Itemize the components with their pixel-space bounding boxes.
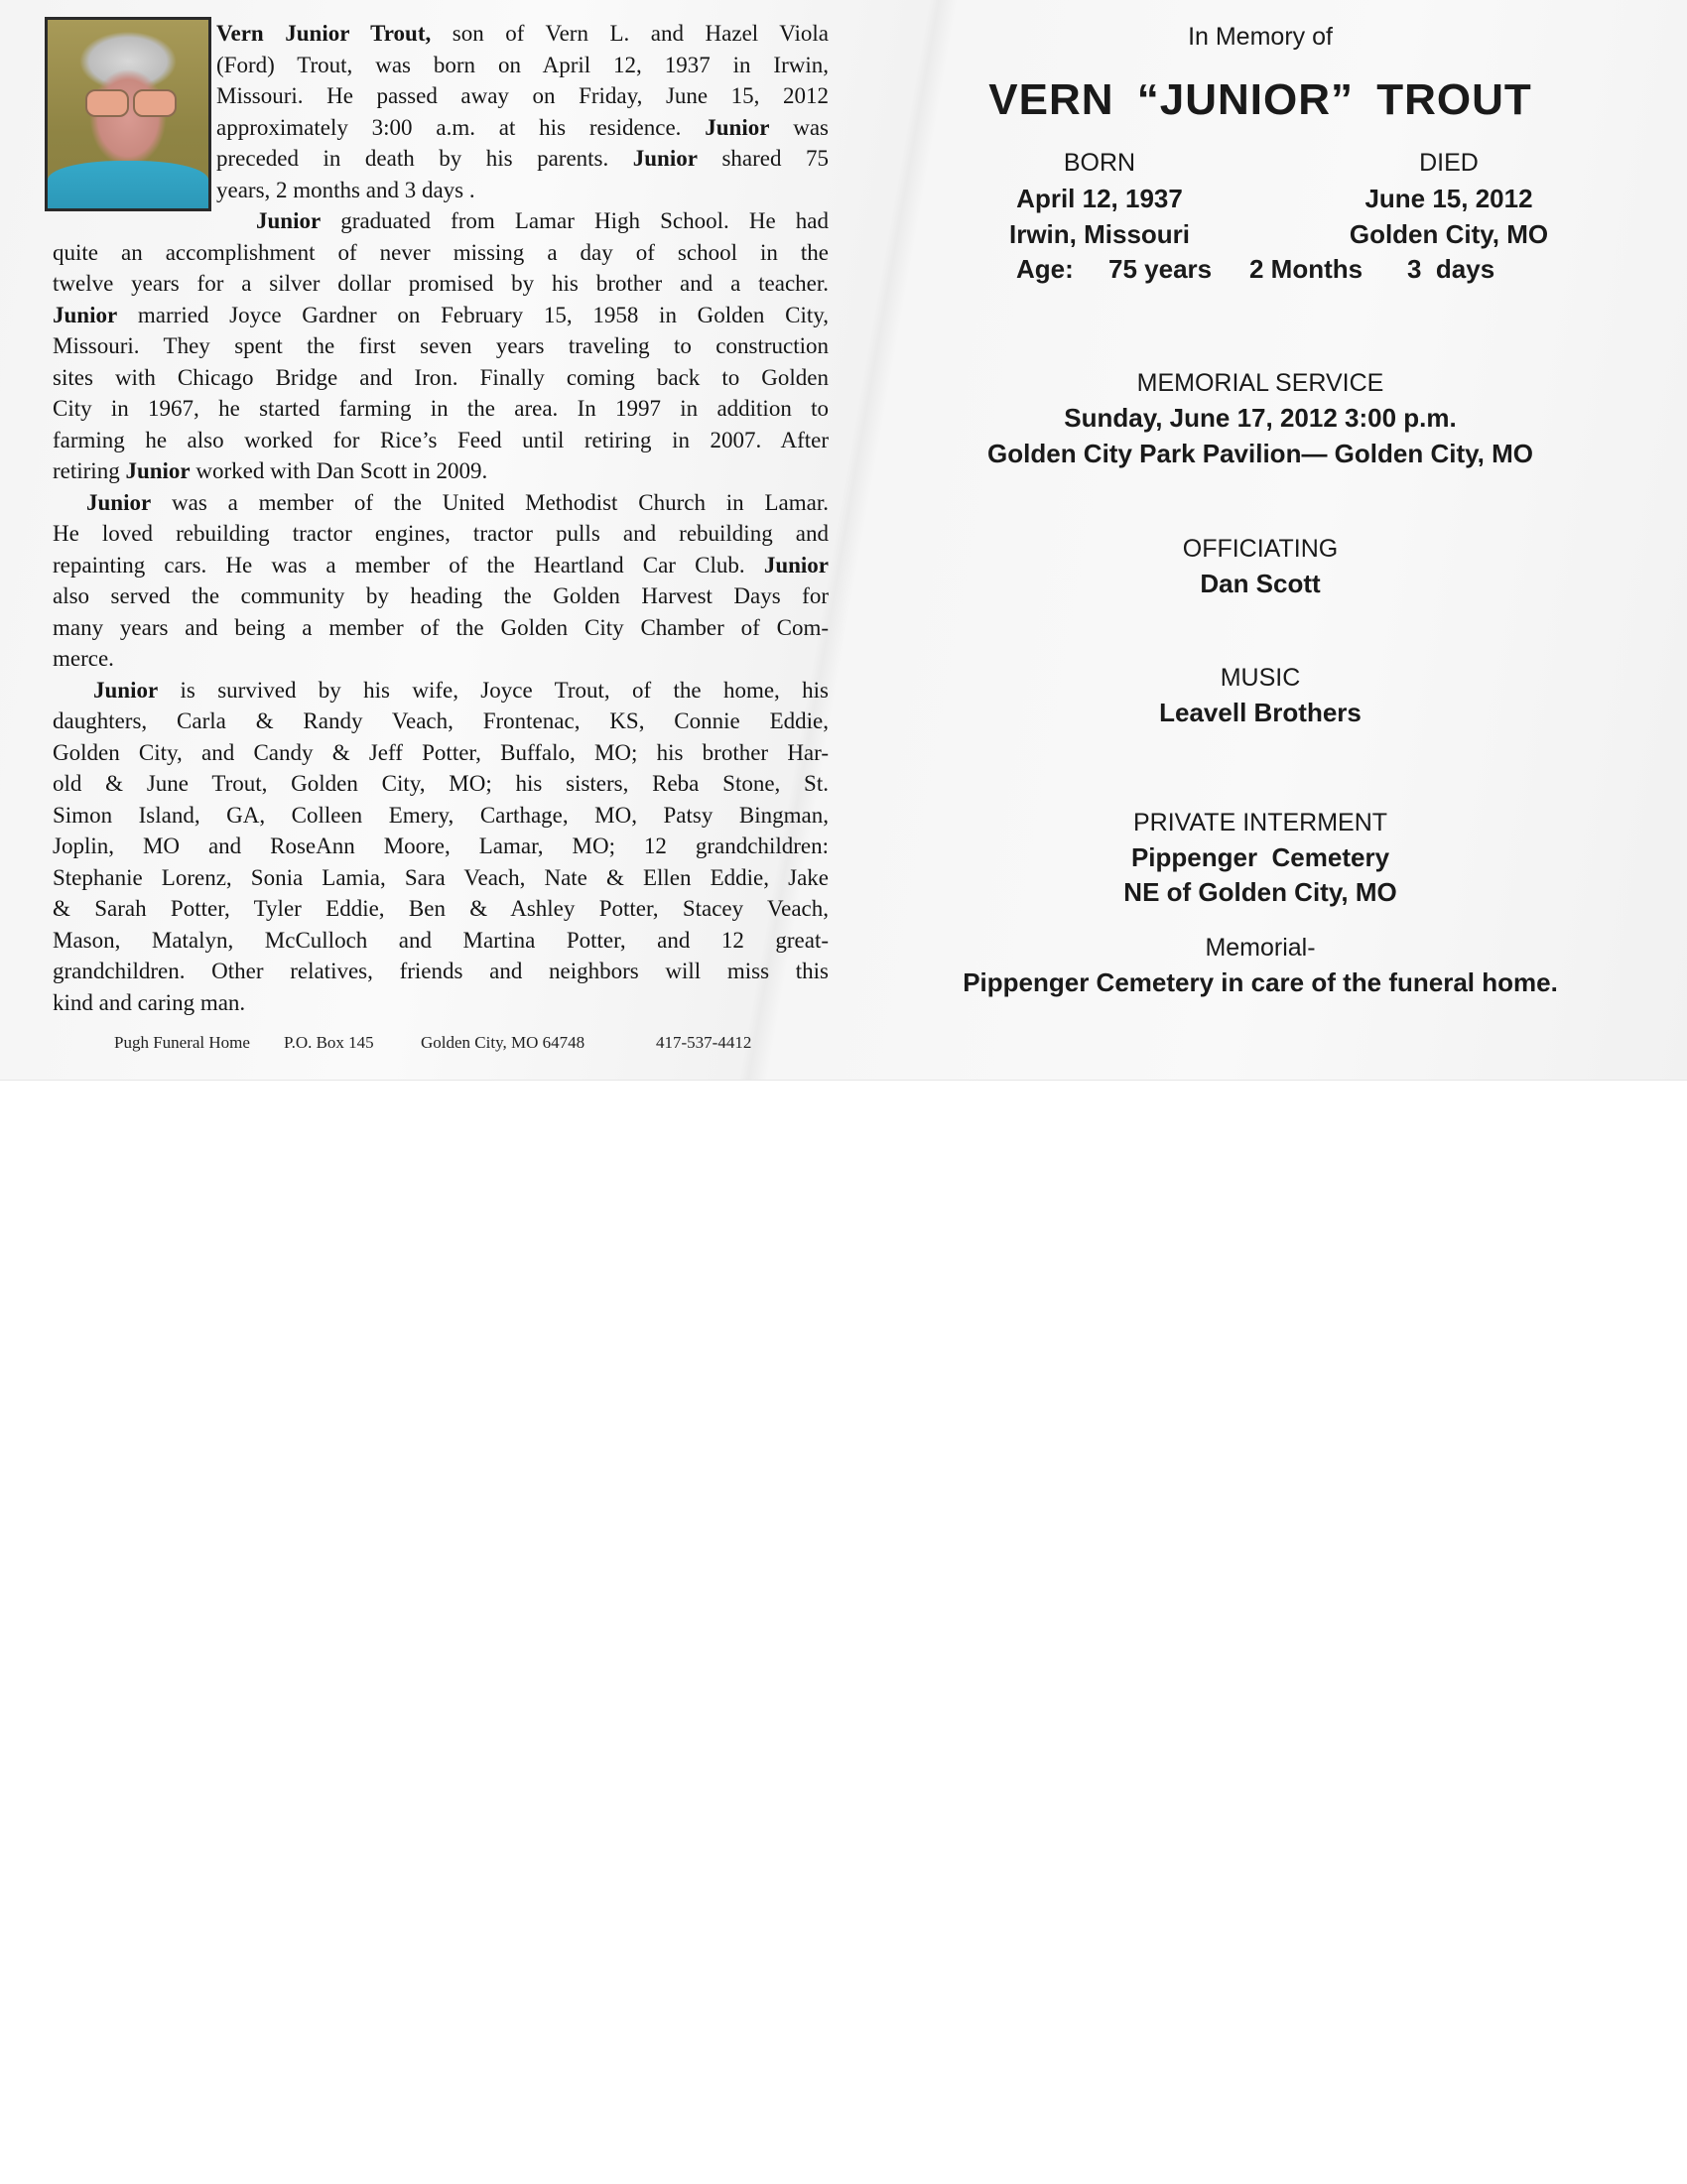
obituary-line: kind and caring man. xyxy=(53,989,246,1015)
bold-name: Junior xyxy=(632,146,698,171)
obituary-line: repainting cars. He was a member of the Heartland Car Club. Junior xyxy=(53,552,829,578)
obituary-line: Junior graduated from Lamar High School. He had xyxy=(256,208,829,233)
obituary-line: Junior was a member of the United Methodist Church in Lamar. xyxy=(86,489,829,515)
bold-name: Junior xyxy=(705,114,770,140)
obituary-line: twelve years for a silver dollar promised by his brother and a teacher. xyxy=(53,271,829,296)
obituary-line: Junior is survived by his wife, Joyce Trout, of the home, his xyxy=(93,677,829,703)
obituary-line: (Ford) Trout, was born on April 12, 1937 in Irwin, xyxy=(216,52,829,77)
deceased-name: VERN “JUNIOR” TROUT xyxy=(988,75,1532,124)
obituary-line: approximately 3:00 a.m. at his residence. Junior was xyxy=(216,114,830,140)
footer-phone: 417-537-4412 xyxy=(656,1033,752,1052)
obituary-line: retiring Junior worked with Dan Scott in 2009. xyxy=(53,458,488,483)
memorial-text: Pippenger Cemetery in care of the funeral home. xyxy=(963,967,1558,997)
footer-po-box: P.O. Box 145 xyxy=(284,1033,374,1052)
obituary-line: also served the community by heading the Golden Harvest Days for xyxy=(53,583,829,608)
born-date: April 12, 1937 xyxy=(1016,184,1183,213)
obituary-line: quite an accomplishment of never missing a day of school in the xyxy=(53,239,829,265)
died-date: June 15, 2012 xyxy=(1364,184,1533,213)
age-months: 2 Months xyxy=(1249,254,1363,284)
obituary-line: Missouri. They spent the first seven years traveling to construction xyxy=(53,333,829,358)
obituary-line: daughters, Carla & Randy Veach, Frontenac, KS, Connie Eddie, xyxy=(53,708,829,733)
music-name: Leavell Brothers xyxy=(1159,698,1362,727)
officiating-label: OFFICIATING xyxy=(1182,535,1339,563)
obituary-line: Mason, Matalyn, McCulloch and Martina Potter, and 12 great- xyxy=(53,927,829,953)
age-years: 75 years xyxy=(1108,254,1213,284)
blank-lower-area xyxy=(0,1080,1687,2184)
obituary-line: City in 1967, he started farming in the area. In 1997 in addition to xyxy=(53,396,829,421)
memorial-label: Memorial- xyxy=(1205,934,1316,962)
interment-location: NE of Golden City, MO xyxy=(1123,877,1397,907)
obituary-line: grandchildren. Other relatives, friends and neighbors will miss this xyxy=(53,959,829,983)
born-place: Irwin, Missouri xyxy=(1008,219,1191,249)
obituary-line: preceded in death by his parents. Junior shared 75 xyxy=(216,146,829,171)
bold-name: Junior xyxy=(53,302,118,327)
bold-name: Junior xyxy=(86,489,152,515)
obituary-line: many years and being a member of the Golden City Chamber of Com- xyxy=(53,614,829,640)
obituary-line: sites with Chicago Bridge and Iron. Finally coming back to Golden xyxy=(53,364,829,390)
obituary-line: farming he also worked for Rice’s Feed until retiring in 2007. After xyxy=(53,427,829,452)
obituary-line: & Sarah Potter, Tyler Eddie, Ben & Ashley Potter, Stacey Veach, xyxy=(53,896,829,921)
bold-name: Junior xyxy=(125,458,191,483)
bold-name: Vern Junior Trout, xyxy=(216,21,432,46)
footer-funeral-home: Pugh Funeral Home xyxy=(114,1033,250,1052)
obituary-line: Stephanie Lorenz, Sonia Lamia, Sara Veach, Nate & Ellen Eddie, Jake xyxy=(53,864,829,890)
service-datetime: Sunday, June 17, 2012 3:00 p.m. xyxy=(1064,403,1457,433)
interment-label: PRIVATE INTERMENT xyxy=(1132,809,1388,836)
obituary-line: Golden City, and Candy & Jeff Potter, Buffalo, MO; his brother Har- xyxy=(53,739,829,765)
obituary-line: Vern Junior Trout, son of Vern L. and Hazel Viola xyxy=(216,21,830,46)
interment-cemetery: Pippenger Cemetery xyxy=(1130,842,1390,872)
in-memory-heading: In Memory of xyxy=(1188,23,1333,51)
bold-name: Junior xyxy=(763,552,829,578)
obituary-line: old & June Trout, Golden City, MO; his sisters, Reba Stone, St. xyxy=(53,771,829,796)
obituary-line: merce. xyxy=(53,646,114,671)
obituary-text xyxy=(53,18,829,1018)
obituary-line: Junior married Joyce Gardner on February 15, 1958 in Golden City, xyxy=(53,302,829,327)
obituary-line: years, 2 months and 3 days . xyxy=(216,177,475,202)
age-label: Age: xyxy=(1016,254,1074,284)
obituary-line: Joplin, MO and RoseAnn Moore, Lamar, MO; 12 grandchildren: xyxy=(53,834,829,858)
officiating-name: Dan Scott xyxy=(1200,569,1321,598)
footer-city: Golden City, MO 64748 xyxy=(421,1033,585,1052)
obituary-line: Missouri. He passed away on Friday, June 15, 2012 xyxy=(216,83,829,108)
bold-name: Junior xyxy=(93,677,159,703)
bold-name: Junior xyxy=(256,208,322,233)
died-label: DIED xyxy=(1419,149,1479,177)
obituary-line: He loved rebuilding tractor engines, tractor pulls and rebuilding and xyxy=(53,521,829,546)
born-label: BORN xyxy=(1063,149,1136,177)
died-place: Golden City, MO xyxy=(1349,219,1549,249)
age-days: 3 days xyxy=(1407,254,1495,284)
obituary-line: Simon Island, GA, Colleen Emery, Carthage, MO, Patsy Bingman, xyxy=(53,802,829,828)
service-location: Golden City Park Pavilion— Golden City, MO xyxy=(987,439,1533,468)
service-label: MEMORIAL SERVICE xyxy=(1136,369,1384,397)
music-label: MUSIC xyxy=(1220,664,1301,692)
